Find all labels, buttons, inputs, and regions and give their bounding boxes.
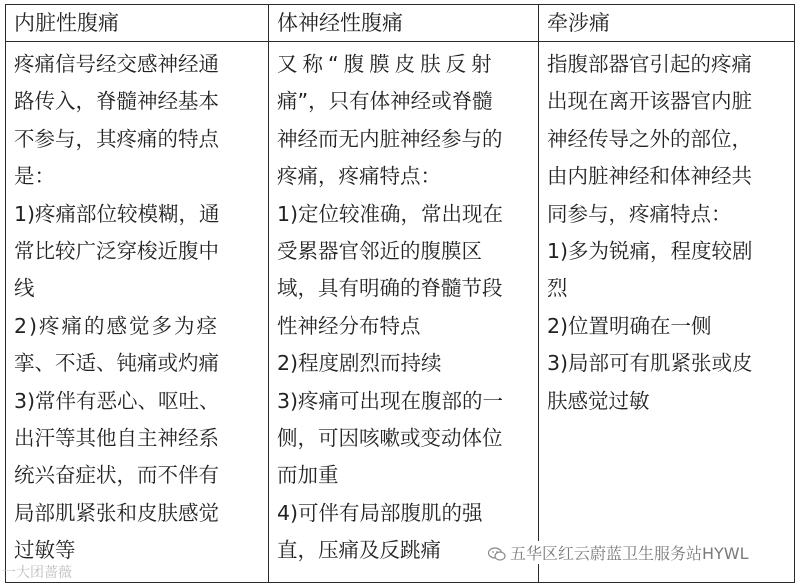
text-line: 1)疼痛部位较模糊，通 bbox=[14, 201, 220, 226]
text-line: 是： bbox=[14, 164, 55, 189]
text-line: 常比较广泛穿梭近腹中 bbox=[14, 239, 219, 264]
text-line: 3)常伴有恶心、呕吐、 bbox=[14, 388, 220, 413]
content-row bbox=[6, 42, 795, 583]
text-line: 局部肌紧张和皮肤感觉 bbox=[14, 500, 219, 525]
text-line: 挛、不适、钝痛或灼痛 bbox=[14, 351, 219, 376]
text-line: 1)多为锐痛，程度较剧 bbox=[547, 239, 753, 264]
text-line: 路传入，脊髓神经基本 bbox=[14, 89, 219, 114]
text-line: 又称“腹膜皮肤反射 bbox=[277, 52, 497, 76]
text-line: 2)位置明确在一侧 bbox=[547, 313, 712, 338]
text-line: 出汗等其他自主神经系 bbox=[14, 426, 219, 451]
text-line: 4)可伴有局部腹肌的强 bbox=[277, 500, 483, 525]
text-line: 过敏等 bbox=[14, 538, 76, 563]
text-line: 烈 bbox=[547, 276, 568, 301]
pain-comparison-table bbox=[5, 4, 795, 583]
text-line: 1)定位较准确，常出现在 bbox=[277, 201, 504, 226]
header-visceral-pain: 内脏性腹痛 bbox=[6, 5, 269, 42]
text-line: 而加重 bbox=[277, 463, 339, 488]
text-line: 域，具有明确的脊髓节段 bbox=[277, 276, 503, 301]
text-line: 2)疼痛的感觉多为痉 bbox=[14, 313, 220, 338]
text-line: 由内脏神经和体神经共 bbox=[547, 164, 752, 189]
text-line: 3)疼痛可出现在腹部的一 bbox=[277, 388, 504, 413]
text-line: 直，压痛及反跳痛 bbox=[277, 538, 441, 563]
text-line: 2)程度剧烈而持续 bbox=[277, 351, 442, 376]
header-referred-pain: 牵涉痛 bbox=[539, 5, 795, 42]
text-line: 线 bbox=[14, 276, 35, 301]
text-line: 性神经分布特点 bbox=[277, 313, 421, 338]
text-line: 肤感觉过敏 bbox=[547, 388, 650, 413]
watermark-right-text: 五华区红云蔚蓝卫生服务站HYWL bbox=[510, 544, 749, 563]
watermark-left: 一大团蔷薇 bbox=[2, 565, 72, 581]
wechat-icon bbox=[488, 547, 506, 561]
text-line: 神经而无内脏神经参与的 bbox=[277, 126, 503, 151]
text-line: 受累器官邻近的腹膜区 bbox=[277, 239, 482, 264]
watermark-right bbox=[486, 541, 751, 564]
text-line: 指腹部器官引起的疼痛 bbox=[547, 52, 752, 76]
text-line: 疼痛，疼痛特点： bbox=[277, 164, 441, 189]
cell-referred-pain bbox=[539, 42, 795, 583]
text-line: 同参与，疼痛特点： bbox=[547, 201, 732, 226]
text-line: 痛”，只有体神经或脊髓 bbox=[277, 89, 493, 114]
text-line: 不参与，其疼痛的特点 bbox=[14, 126, 219, 151]
text-line: 统兴奋症状，而不伴有 bbox=[14, 463, 219, 488]
header-somatic-pain: 体神经性腹痛 bbox=[269, 5, 539, 42]
text-line: 侧，可因咳嗽或变动体位 bbox=[277, 426, 503, 451]
text-line: 3)局部可有肌紧张或皮 bbox=[547, 351, 753, 376]
cell-visceral-pain bbox=[6, 42, 269, 583]
cell-somatic-pain bbox=[269, 42, 539, 583]
header-row bbox=[6, 5, 795, 42]
text-line: 出现在离开该器官内脏 bbox=[547, 89, 752, 114]
text-line: 神经传导之外的部位， bbox=[547, 126, 752, 151]
text-line: 疼痛信号经交感神经通 bbox=[14, 52, 219, 76]
